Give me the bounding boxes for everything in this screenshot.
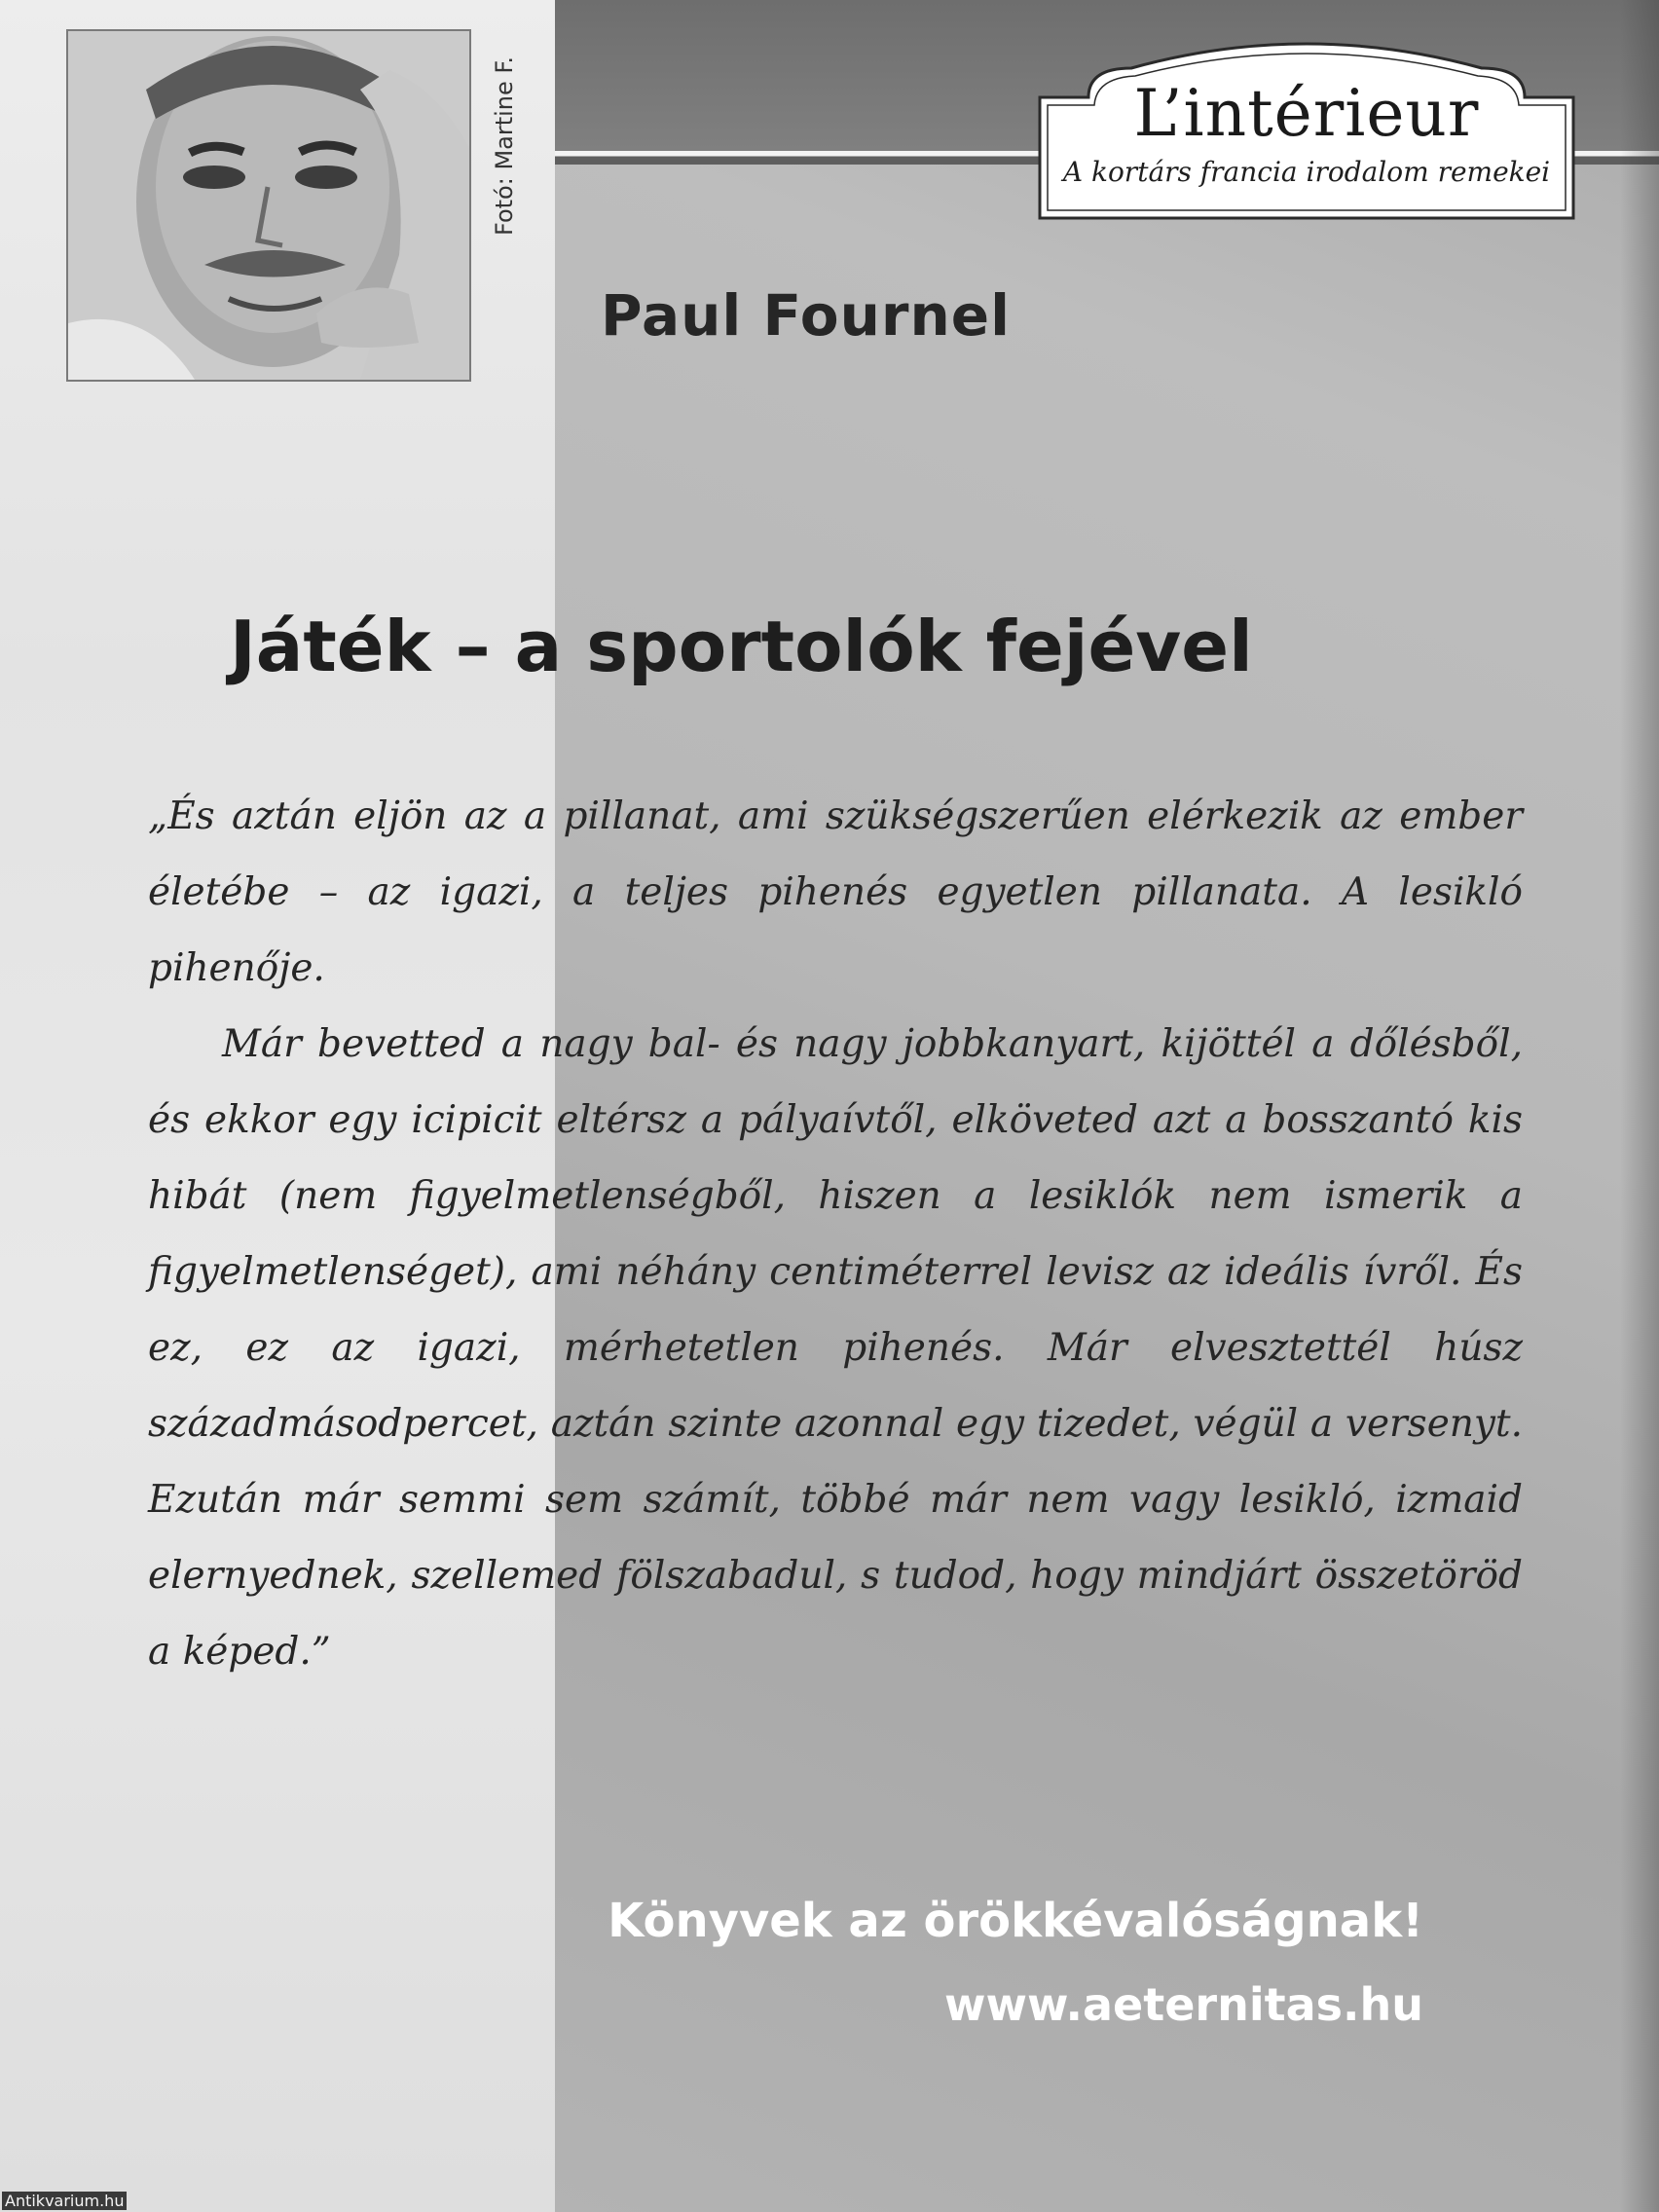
watermark: Antikvarium.hu [2,2192,127,2210]
author-photo [66,29,471,382]
series-tagline: A kortárs francia irodalom remekei [1062,156,1551,188]
publisher-slogan: Könyvek az örökkévalóságnak! [608,1894,1423,1948]
photo-credit: Fotó: Martine F. [491,56,518,236]
series-name: L’intérieur [1133,76,1480,151]
blurb-paragraph: „És aztán eljön az a pillanat, ami szükségszerűen elérkezik az ember életébe – az igazi, a teljes pihenés egyetlen pillanata. A lesikló pihenője. [148,794,1523,990]
author-name: Paul Fournel [601,282,1011,349]
book-title: Játék – a sportolók fejével [230,606,1253,687]
series-badge [1034,29,1579,224]
blurb-quote [148,779,1523,1690]
publisher-website: www.aeternitas.hu [943,1978,1423,2031]
blurb-paragraph: Már bevetted a nagy bal- és nagy jobbkanyart, kijöttél a dőlésből, és ekkor egy icipicit eltérsz a pályaívtől, elköveted azt a bosszantó kis hibát (nem figyelmetlenségből, hiszen a lesiklók nem ismerik a figyelmetlenséget), ami néhány centiméterrel levisz az ideális ívről. És ez, ez az igazi, mérhetetlen pihenés. Már elvesztettél húsz századmásodpercet, aztán szinte azonnal egy tizedet, végül a versenyt. Ezután már semmi sem számít, többé már nem vagy lesikló, izmaid elernyednek, szellemed fölszabadul, s tudod, hogy mindjárt összetöröd a képed.” [148,1022,1523,1674]
cover-spine-edge [1620,0,1659,2212]
